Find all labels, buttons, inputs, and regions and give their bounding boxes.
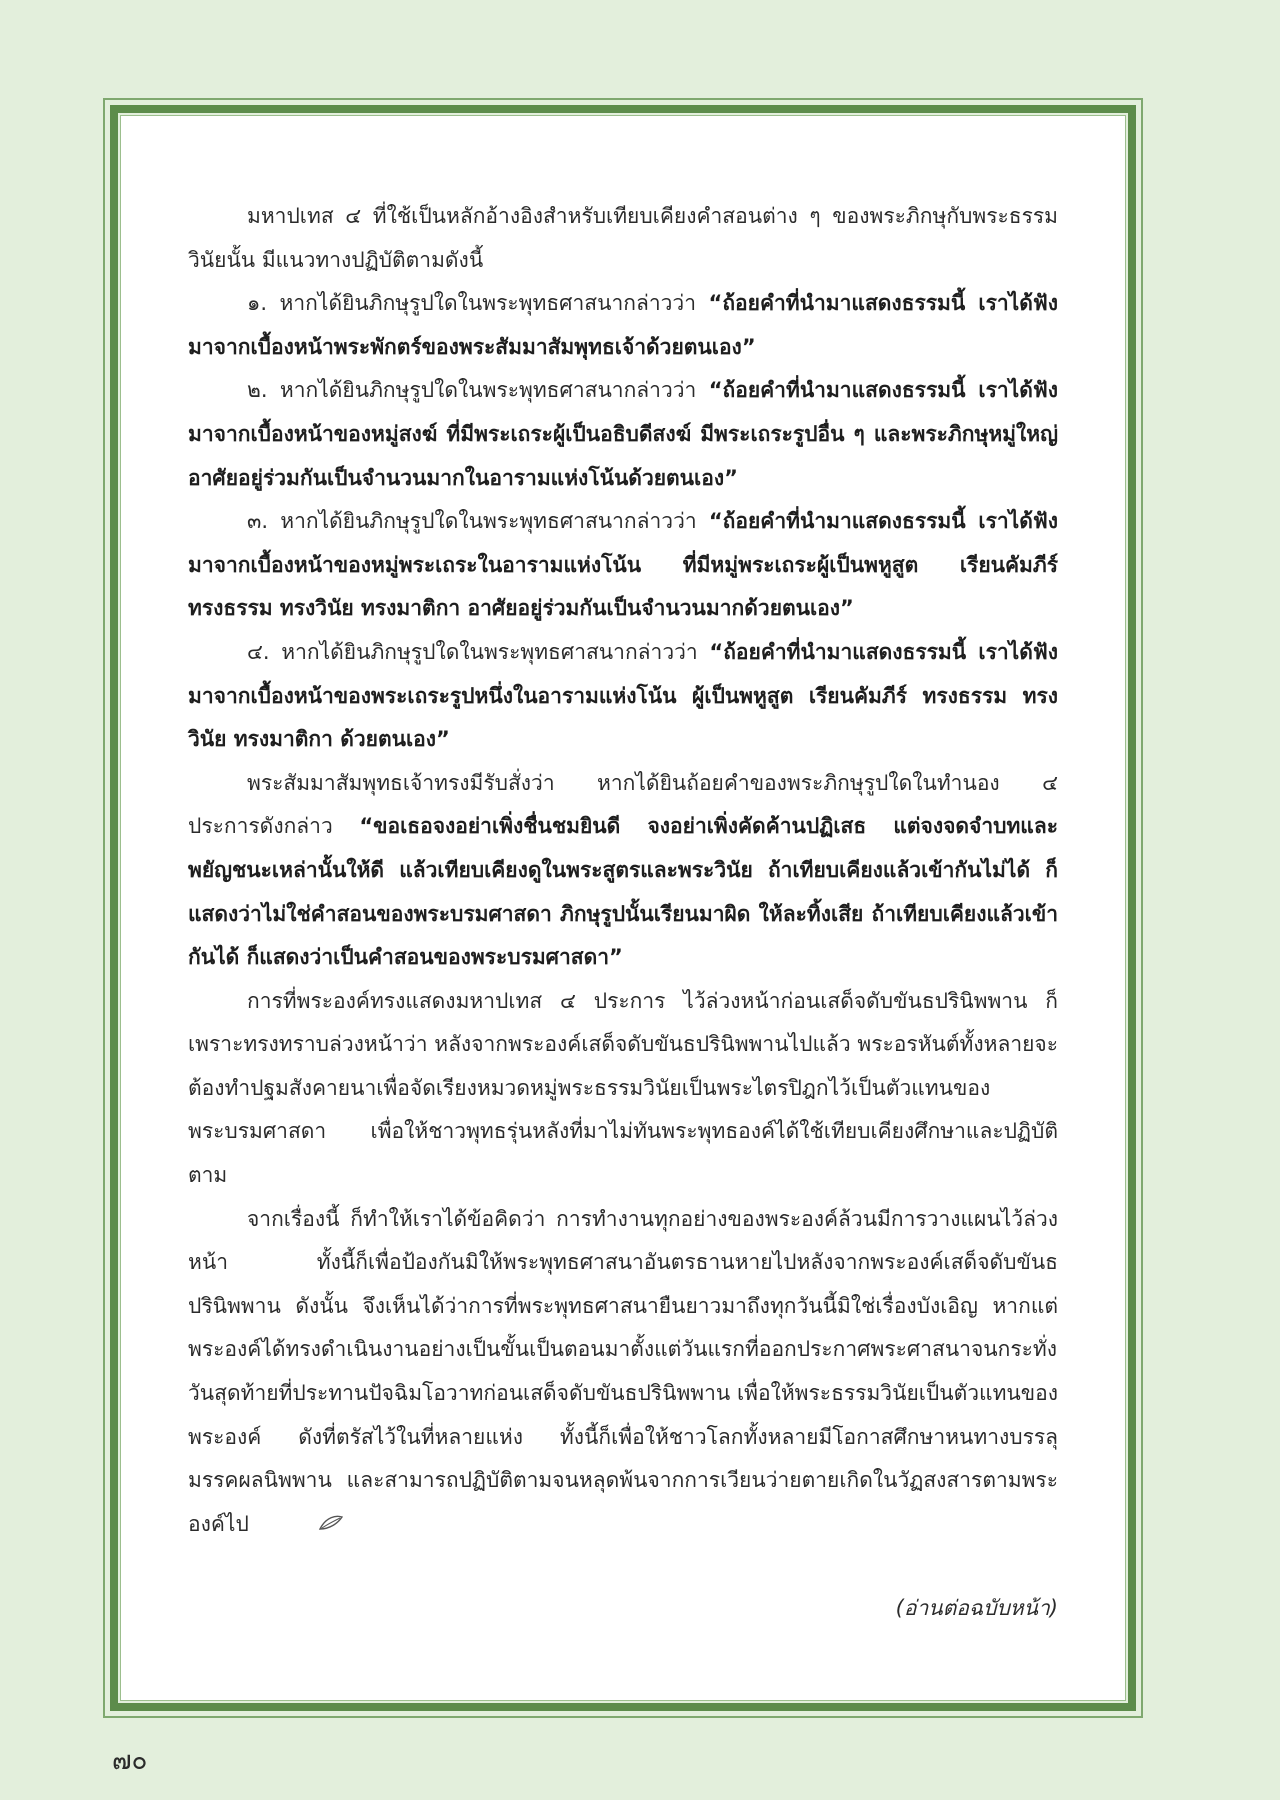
list-item-2-quote: “ถ้อยคำที่นำมาแสดงธรรมนี้ เราได้ฟังมาจากเบื้องหน้าของหมู่สงฆ์ ที่มีพระเถระผู้เป็นอธิบดีสงฆ์ มีพระเถระรูปอื่น ๆ และพระภิกษุหมู่ใหญ่ อาศัยอยู่ร่วมกันเป็นจำนวนมากในอารามแห่งโน้นด้วยตนเอง”	[188, 378, 1058, 490]
buddha-instruction-paragraph	[188, 762, 1058, 980]
list-item-4	[188, 631, 1058, 762]
list-item-3-quote: “ถ้อยคำที่นำมาแสดงธรรมนี้ เราได้ฟังมาจากเบื้องหน้าของหมู่พระเถระในอารามแห่งโน้น ที่มีหมู่พระเถระผู้เป็นพหูสูต เรียนคัมภีร์ ทรงธรรม ทรงวินัย ทรงมาติกา อาศัยอยู่ร่วมกันเป็นจำนวนมากด้วยตนเอง”	[188, 509, 1058, 621]
list-item-2	[188, 369, 1058, 500]
conclusion-paragraph	[188, 1198, 1058, 1547]
page-number: ๗๐	[112, 1746, 148, 1776]
buddha-instruction-quote: “ขอเธอจงอย่าเพิ่งชื่นชมยินดี จงอย่าเพิ่งคัดค้านปฏิเสธ แต่จงจดจำบทและพยัญชนะเหล่านั้นให้ดี แล้วเทียบเคียงดูในพระสูตรและพระวินัย ถ้าเทียบเคียงแล้วเข้ากันไม่ได้ ก็แสดงว่าไม่ใช่คำสอนของพระบรมศาสดา ภิกษุรูปนั้นเรียนมาผิด ให้ละทิ้งเสีย ถ้าเทียบเคียงแล้วเข้ากันได้ ก็แสดงว่าเป็นคำสอนของพระบรมศาสดา”	[188, 814, 1058, 970]
buddha-instruction-lead: พระสัมมาสัมพุทธเจ้าทรงมีรับสั่งว่า หากได้ยินถ้อยคำของพระภิกษุรูปใดในทำนอง ๔ ประการดังกล่าว	[188, 770, 1058, 839]
reason-paragraph: การที่พระองค์ทรงแสดงมหาปเทส ๔ ประการ ไว้ล่วงหน้าก่อนเสด็จดับขันธปรินิพพาน ก็เพราะทรงทราบล่วงหน้าว่า หลังจากพระองค์เสด็จดับขันธปรินิพพานไปแล้ว พระอรหันต์ทั้งหลายจะต้องทำปฐมสังคายนาเพื่อจัดเรียงหมวดหมู่พระธรรมวินัยเป็นพระไตรปิฎกไว้เป็นตัวแทนของพระบรมศาสดา เพื่อให้ชาวพุทธรุ่นหลังที่มาไม่ทันพระพุทธองค์ได้ใช้เทียบเคียงศึกษาและปฏิบัติตาม	[188, 988, 1058, 1188]
list-item-1	[188, 282, 1058, 369]
list-item-2-lead: ๒. หากได้ยินภิกษุรูปใดในพระพุทธศาสนากล่าวว่า	[247, 378, 709, 403]
leaf-icon	[259, 1503, 344, 1547]
conclusion-text: จากเรื่องนี้ ก็ทำให้เราได้ข้อคิดว่า การทำงานทุกอย่างของพระองค์ล้วนมีการวางแผนไว้ล่วงหน้า ทั้งนี้ก็เพื่อป้องกันมิให้พระพุทธศาสนาอันตรธานหายไปหลังจากพระองค์เสด็จดับขันธปรินิพพาน ดังนั้น จึงเห็นได้ว่าการที่พระพุทธศาสนายืนยาวมาถึงทุกวันนี้มิใช่เรื่องบังเอิญ หากแต่พระองค์ได้ทรงดำเนินงานอย่างเป็นขั้นเป็นตอนมาตั้งแต่วันแรกที่ออกประกาศพระศาสนาจนกระทั่งวันสุดท้ายที่ประทานปัจฉิมโอวาทก่อนเสด็จดับขันธปรินิพพาน เพื่อให้พระธรรมวินัยเป็นตัวแทนของพระองค์ ดังที่ตรัสไว้ในที่หลายแห่ง ทั้งนี้ก็เพื่อให้ชาวโลกทั้งหลายมีโอกาสศึกษาหนทางบรรลุมรรคผลนิพพาน และสามารถปฏิบัติตามจนหลุดพ้นจากการเวียนว่ายตายเกิดในวัฏสงสารตามพระองค์ไป	[188, 1206, 1059, 1536]
list-item-3	[188, 500, 1058, 631]
list-item-4-lead: ๔. หากได้ยินภิกษุรูปใดในพระพุทธศาสนากล่าวว่า	[247, 639, 710, 664]
article-body	[188, 195, 1058, 1546]
list-item-1-quote: “ถ้อยคำที่นำมาแสดงธรรมนี้ เราได้ฟังมาจากเบื้องหน้าพระพักตร์ของพระสัมมาสัมพุทธเจ้าด้วยตนเอง”	[188, 291, 1058, 359]
continue-next-issue-note: (อ่านต่อฉบับหน้า)	[895, 1596, 1058, 1620]
intro-paragraph: มหาปเทส ๔ ที่ใช้เป็นหลักอ้างอิงสำหรับเทียบเคียงคำสอนต่าง ๆ ของพระภิกษุกับพระธรรมวินัยนั้น มีแนวทางปฏิบัติตามดังนี้	[188, 204, 1058, 272]
list-item-1-lead: ๑. หากได้ยินภิกษุรูปใดในพระพุทธศาสนากล่าวว่า	[247, 291, 709, 316]
list-item-3-lead: ๓. หากได้ยินภิกษุรูปใดในพระพุทธศาสนากล่าวว่า	[247, 509, 709, 534]
list-item-4-quote: “ถ้อยคำที่นำมาแสดงธรรมนี้ เราได้ฟังมาจากเบื้องหน้าของพระเถระรูปหนึ่งในอารามแห่งโน้น ผู้เป็นพหูสูต เรียนคัมภีร์ ทรงธรรม ทรงวินัย ทรงมาติกา ด้วยตนเอง”	[188, 639, 1058, 752]
